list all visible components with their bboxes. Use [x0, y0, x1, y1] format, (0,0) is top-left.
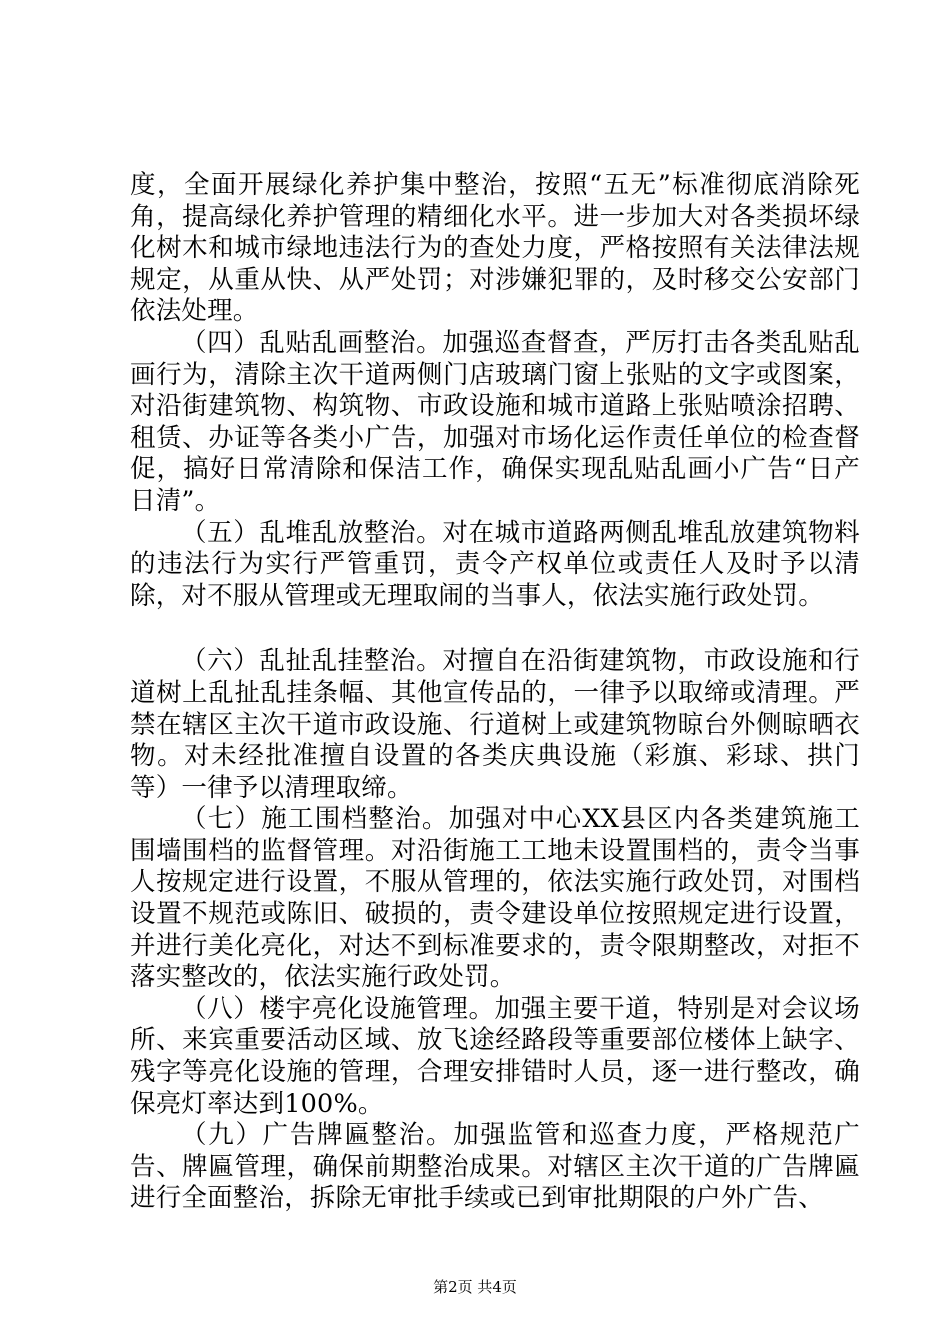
paragraph-section-4: （四）乱贴乱画整治。加强巡查督查，严厉打击各类乱贴乱画行为，清除主次干道两侧门店玻璃门窗上张贴的文字或图案，对沿街建筑物、构筑物、市政设施和城市道路上张贴喷涂招聘、租赁、办证等各类小广告，加强对市场化运作责任单位的检查督促，搞好日常清除和保洁工作，确保实现乱贴乱画小广告“日产日清”。: [130, 327, 860, 516]
paragraph-section-8: （八）楼宇亮化设施管理。加强主要干道，特别是对会议场所、来宾重要活动区域、放飞途经路段等重要部位楼体上缺字、残字等亮化设施的管理，合理安排错时人员，逐一进行整改，确保亮灯率达到100%。: [130, 993, 860, 1119]
paragraph-section-9: （九）广告牌匾整治。加强监管和巡查力度，严格规范广告、牌匾管理，确保前期整治成果。对辖区主次干道的广告牌匾进行全面整治，拆除无审批手续或已到审批期限的户外广告、: [130, 1120, 860, 1214]
paragraph-section-5: （五）乱堆乱放整治。对在城市道路两侧乱堆乱放建筑物料的违法行为实行严管重罚，责令产权单位或责任人及时予以清除，对不服从管理或无理取闹的当事人，依法实施行政处罚。: [130, 517, 860, 611]
paragraph-continuation: 度，全面开展绿化养护集中整治，按照“五无”标准彻底消除死角，提高绿化养护管理的精细化水平。进一步加大对各类损坏绿化树木和城市绿地违法行为的查处力度，严格按照有关法律法规规定，从重从快、从严处罚；对涉嫌犯罪的，及时移交公安部门依法处理。: [130, 170, 860, 327]
paragraph-section-7: （七）施工围档整治。加强对中心XX县区内各类建筑施工围墙围档的监督管理。对沿街施工工地未设置围档的，责令当事人按规定进行设置，不服从管理的，依法实施行政处罚，对围档设置不规范或陈旧、破损的，责令建设单位按照规定进行设置，并进行美化亮化，对达不到标准要求的，责令限期整改，对拒不落实整改的，依法实施行政处罚。: [130, 804, 860, 993]
page-footer: [0, 1277, 950, 1297]
document-body: [130, 170, 860, 1215]
paragraph-section-6: （六）乱扯乱挂整治。对擅自在沿街建筑物，市政设施和行道树上乱扯乱挂条幅、其他宣传品的，一律予以取缔或清理。严禁在辖区主次干道市政设施、行道树上或建筑物晾台外侧晾晒衣物。对未经批准擅自设置的各类庆典设施（彩旗、彩球、拱门等）一律予以清理取缔。: [130, 646, 860, 803]
page-number-label: 第2页 共4页: [433, 1278, 517, 1296]
